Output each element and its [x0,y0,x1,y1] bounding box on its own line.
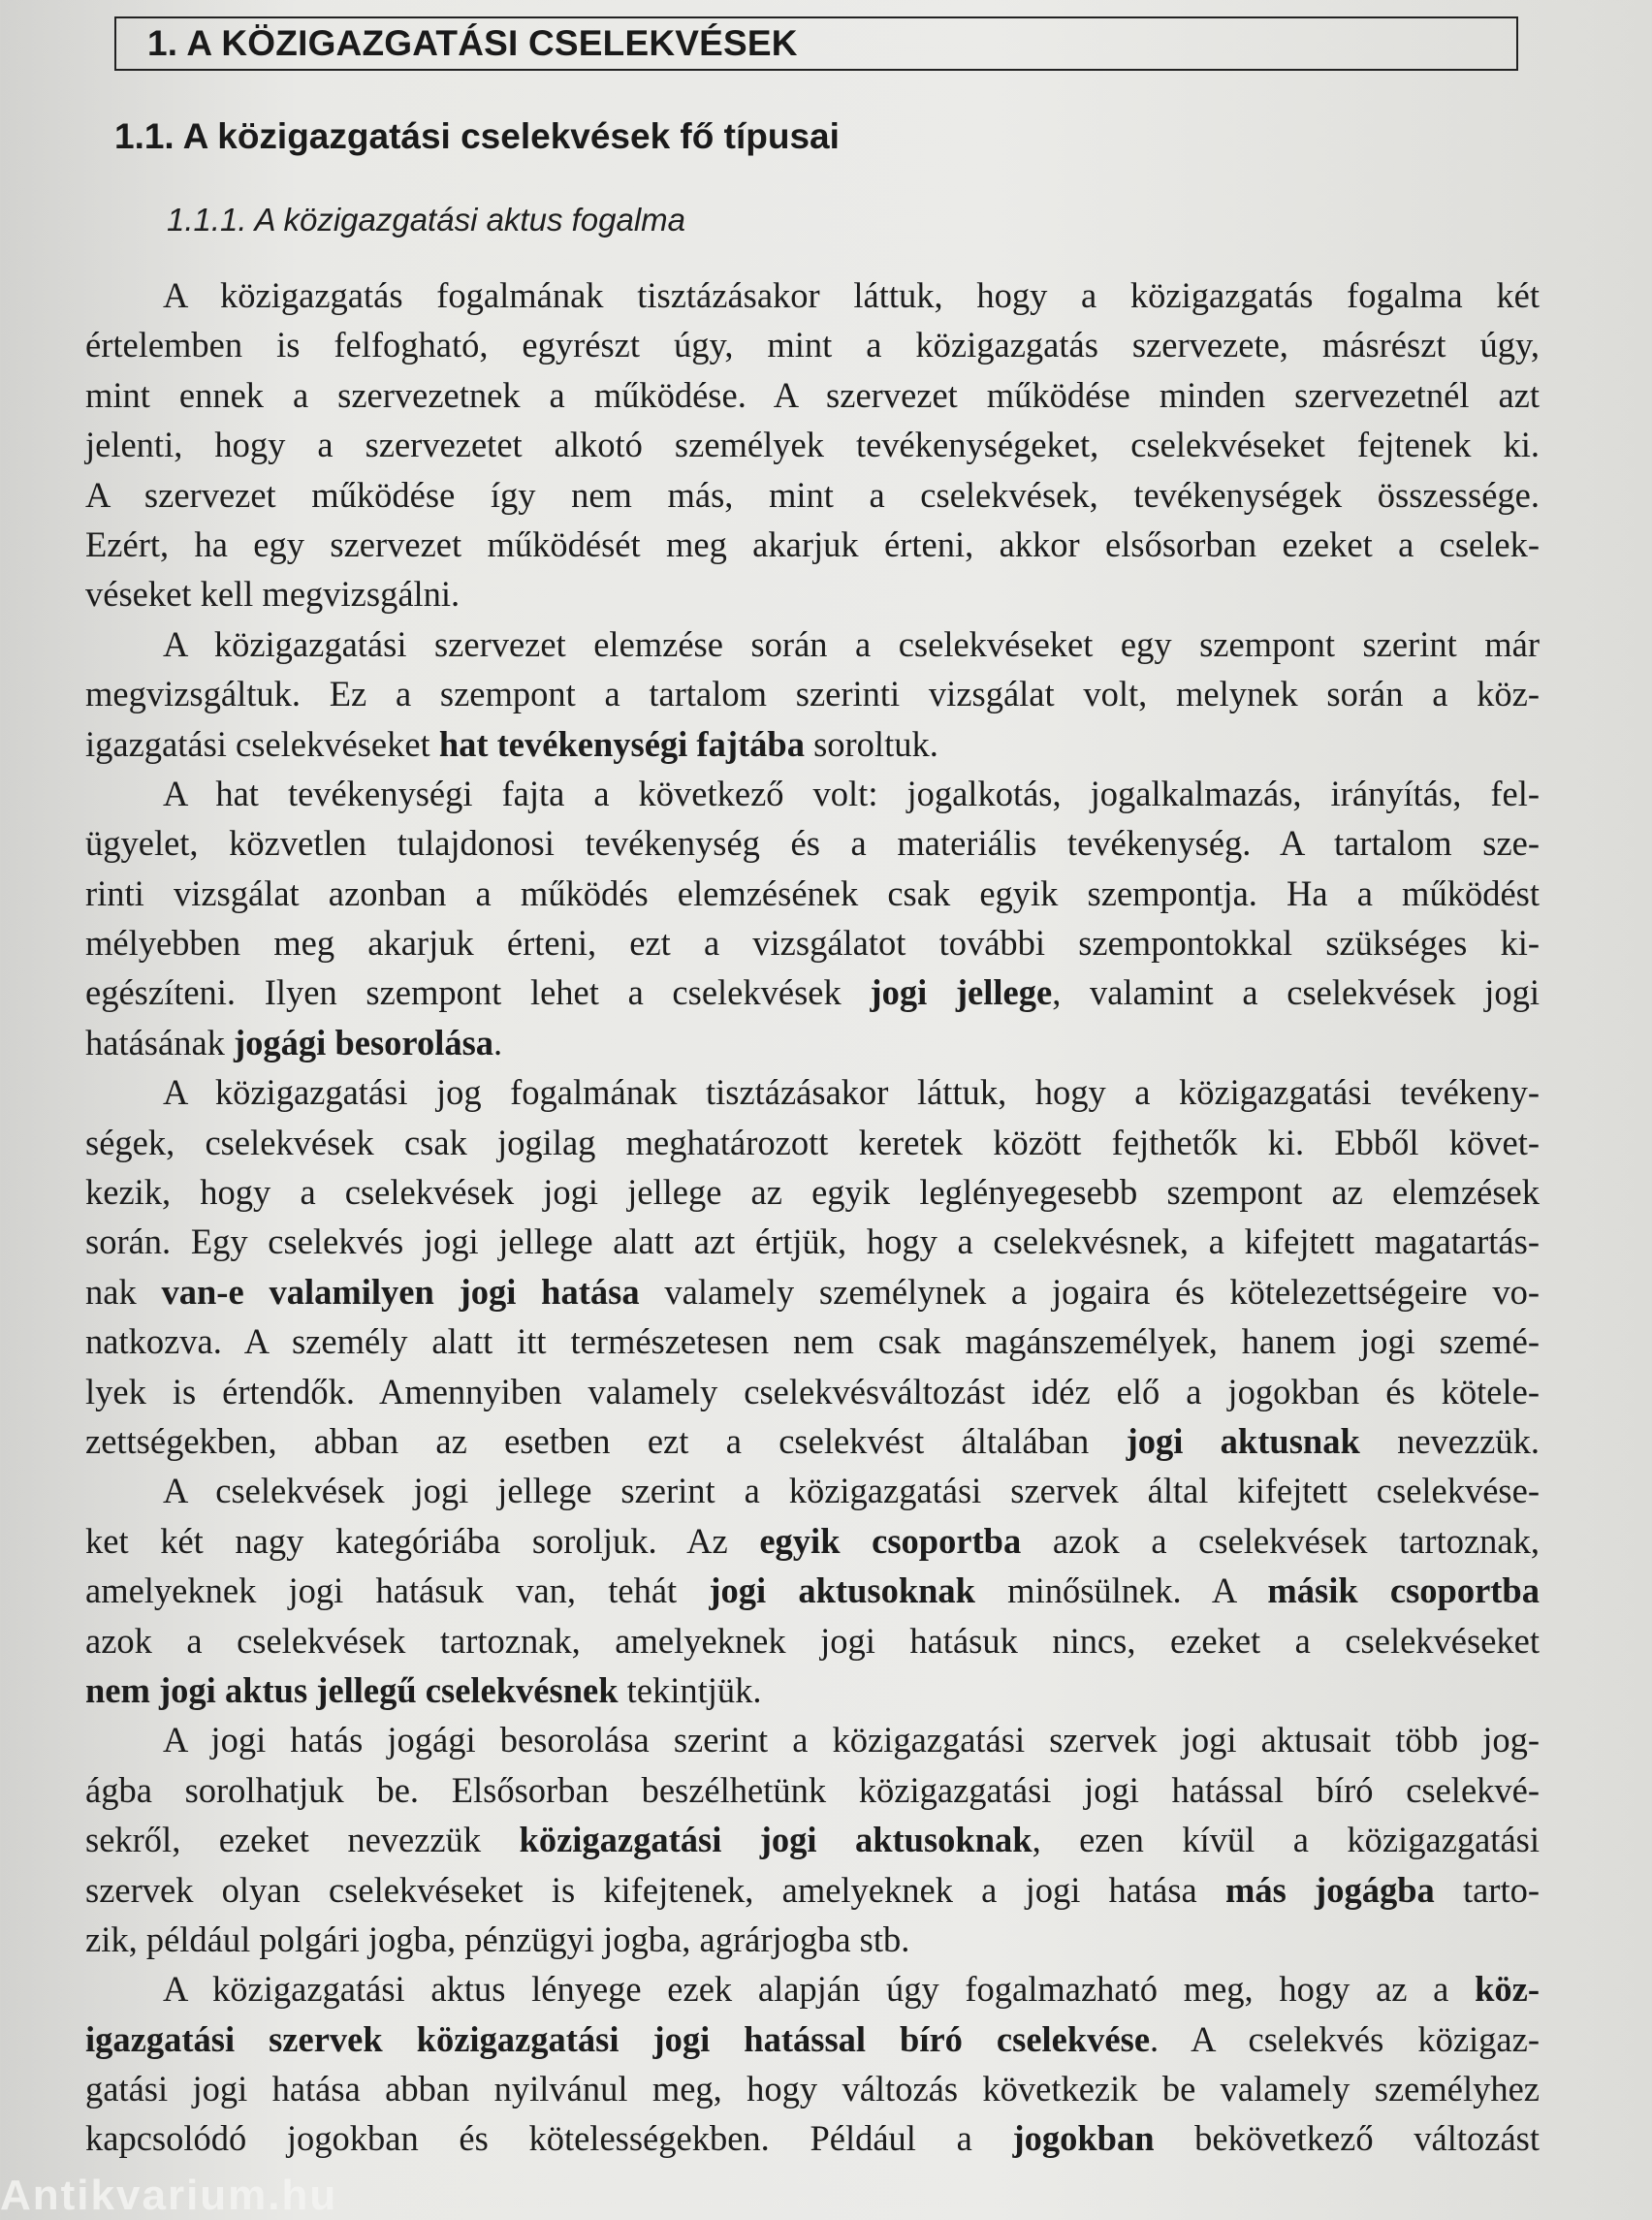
text-segment: ágba sorolhatjuk be. Elsősorban beszélhetünk közigazgatási jogi hatással bíró cselekvé- [85,1769,1540,1810]
text-line [85,1964,1540,2014]
text-line [85,1915,1540,1964]
text-segment: amelyeknek jogi hatásuk van, tehát [85,1570,710,1611]
text-line [85,1217,1540,1266]
text-segment: soroltuk. [804,723,938,764]
text-segment: egészíteni. Ilyen szempont lehet a cselekvések [85,972,871,1013]
text-segment: azok a cselekvések tartoznak, amelyeknek jogi hatásuk nincs, ezeket a cselekvéseket [85,1620,1540,1661]
emphasis-text: jogokban [1012,2118,1155,2159]
text-line [85,420,1540,469]
text-segment: A közigazgatás fogalmának tisztázásakor láttuk, hogy a közigazgatás fogalma két [163,275,1540,315]
text-line [85,1466,1540,1515]
text-segment: nak [85,1271,162,1312]
text-segment: valamely személynek a jogaira és kötelezettségeire vo- [639,1271,1541,1312]
text-segment: zettségekben, abban az esetben ezt a cselekvést általában [85,1420,1127,1461]
text-segment: során. Egy cselekvés jogi jellege alatt azt értjük, hogy a cselekvésnek, a kifejtett magatartás- [85,1221,1540,1262]
text-segment: tekintjük. [618,1669,762,1710]
subsection-title: 1.1.1. A közigazgatási aktus fogalma [167,202,686,238]
text-line [85,1765,1540,1815]
text-segment: ségek, cselekvések csak jogilag meghatározott keretek között fejthetők ki. Ebből követ- [85,1122,1540,1162]
text-segment: Ezért, ha egy szervezet működését meg akarjuk érteni, akkor elsősorban ezeket a cselek- [85,523,1540,564]
body-text [85,270,1540,2164]
emphasis-text: nem jogi aktus jellegű cselekvésnek [85,1669,619,1710]
text-segment: tarto- [1434,1869,1540,1910]
text-line [85,619,1540,669]
emphasis-text: jogi aktusoknak [709,1570,975,1611]
text-line [85,1316,1540,1366]
text-segment: gatási jogi hatása abban nyilvánul meg, hogy változás következik be valamely személyhez [85,2069,1540,2109]
text-line [85,1067,1540,1117]
text-line [85,320,1540,369]
text-segment: nevezzük. [1359,1420,1540,1461]
emphasis-text: jogági besorolása [234,1022,494,1062]
text-line [85,967,1540,1017]
emphasis-text: köz- [1475,1969,1540,2010]
text-segment: rinti vizsgálat azonban a működés elemzésének csak egyik szempontja. Ha a működést [85,872,1540,913]
text-line [85,1566,1540,1615]
text-segment: A szervezet működése így nem más, mint a cselekvések, tevékenységek összessége. [85,474,1540,515]
text-line [85,1018,1540,1067]
emphasis-text: egyik csoportba [759,1520,1022,1561]
text-segment: . A cselekvés közigaz- [1150,2018,1540,2059]
text-segment: , ezen kívül a közigazgatási [1032,1820,1540,1860]
emphasis-text: jogi jellege [870,972,1053,1013]
text-segment: zik, például polgári jogba, pénzügyi jogba, agrárjogba stb. [85,1919,910,1959]
text-line [85,669,1540,718]
text-segment: sekről, ezeket nevezzük [85,1820,520,1860]
text-line [85,1865,1540,1915]
text-line [85,270,1540,320]
text-line [85,370,1540,420]
text-line [85,2113,1540,2163]
text-line [85,1367,1540,1416]
chapter-title: 1. A KÖZIGAZGATÁSI CSELEKVÉSEK [147,23,798,63]
text-line [85,569,1540,618]
text-segment: , valamint a cselekvések jogi [1052,972,1541,1013]
text-line [85,1715,1540,1764]
text-segment: szervek olyan cselekvéseket is kifejtenek, amelyeknek a jogi hatása [85,1869,1225,1910]
text-line [85,818,1540,868]
text-line [85,2014,1540,2064]
text-segment: mélyebben meg akarjuk érteni, ezt a vizsgálatot további szempontokkal szükséges ki- [85,923,1540,964]
text-segment: minősülnek. A [974,1570,1268,1611]
text-line [85,1167,1540,1217]
text-segment: A közigazgatási aktus lényege ezek alapján úgy fogalmazható meg, hogy az a [163,1969,1476,2010]
text-segment: véseket kell megvizsgálni. [85,574,461,615]
text-segment: . [493,1022,503,1062]
chapter-heading-box [114,16,1518,71]
text-segment: kapcsolódó jogokban és kötelességekben. Például a [85,2118,1013,2159]
text-segment: A hat tevékenységi fajta a következő volt: jogalkotás, jogalkalmazás, irányítás, fel- [163,773,1540,813]
text-line [85,1665,1540,1715]
text-segment: natkozva. A személy alatt itt természetesen nem csak magánszemélyek, hanem jogi szemé- [85,1321,1540,1362]
text-segment: értelemben is felfogható, egyrészt úgy, mint a közigazgatás szervezete, másrészt úgy, [85,325,1540,365]
text-line [85,769,1540,818]
text-line [85,1516,1540,1566]
emphasis-text: hat tevékenységi fajtába [438,723,805,764]
text-line [85,520,1540,569]
text-line [85,869,1540,918]
text-segment: mint ennek a szervezetnek a működése. A szervezet működése minden szervezetnél azt [85,374,1540,415]
section-title: 1.1. A közigazgatási cselekvések fő típusai [114,116,840,156]
text-segment: A közigazgatási szervezet elemzése során a cselekvéseket egy szempont szerint már [163,623,1540,664]
watermark: Antikvarium.hu [0,2172,338,2219]
text-segment: azok a cselekvések tartoznak, [1021,1520,1540,1561]
emphasis-text: jogi aktusnak [1126,1420,1360,1461]
text-line [85,1616,1540,1665]
text-line [85,1416,1540,1466]
text-segment: A cselekvések jogi jellege szerint a közigazgatási szervek által kifejtett cselekvése- [163,1471,1540,1511]
text-line [85,1118,1540,1167]
text-line [85,719,1540,769]
emphasis-text: más jogágba [1224,1869,1435,1910]
emphasis-text: másik csoportba [1267,1570,1540,1611]
text-segment: A közigazgatási jog fogalmának tisztázásakor láttuk, hogy a közigazgatási tevékeny- [163,1072,1540,1113]
text-segment: ket két nagy kategóriába soroljuk. Az [85,1520,760,1561]
text-segment: megvizsgáltuk. Ez a szempont a tartalom szerinti vizsgálat volt, melynek során a köz- [85,674,1540,714]
text-segment: hatásának [85,1022,235,1062]
text-line [85,1815,1540,1864]
emphasis-text: igazgatási szervek közigazgatási jogi hatással bíró cselekvése [85,2018,1151,2059]
text-segment: jelenti, hogy a szervezetet alkotó személyek tevékenységeket, cselekvéseket fejtenek ki. [85,425,1540,465]
text-line [85,2064,1540,2113]
text-segment: bekövetkező változást [1154,2118,1541,2159]
emphasis-text: van-e valamilyen jogi hatása [161,1271,640,1312]
text-line [85,918,1540,967]
text-segment: ügyelet, közvetlen tulajdonosi tevékenység és a materiális tevékenység. A tartalom sze- [85,823,1540,864]
text-segment: igazgatási cselekvéseket [85,723,439,764]
text-segment: kezik, hogy a cselekvések jogi jellege az egyik leglényegesebb szempont az elemzések [85,1172,1540,1213]
text-line [85,1267,1540,1316]
emphasis-text: közigazgatási jogi aktusoknak [519,1820,1032,1860]
text-segment: lyek is értendők. Amennyiben valamely cselekvésváltozást idéz elő a jogokban és kötele- [85,1371,1540,1411]
text-segment: A jogi hatás jogági besorolása szerint a közigazgatási szervek jogi aktusait több jog- [163,1720,1540,1760]
text-line [85,470,1540,520]
